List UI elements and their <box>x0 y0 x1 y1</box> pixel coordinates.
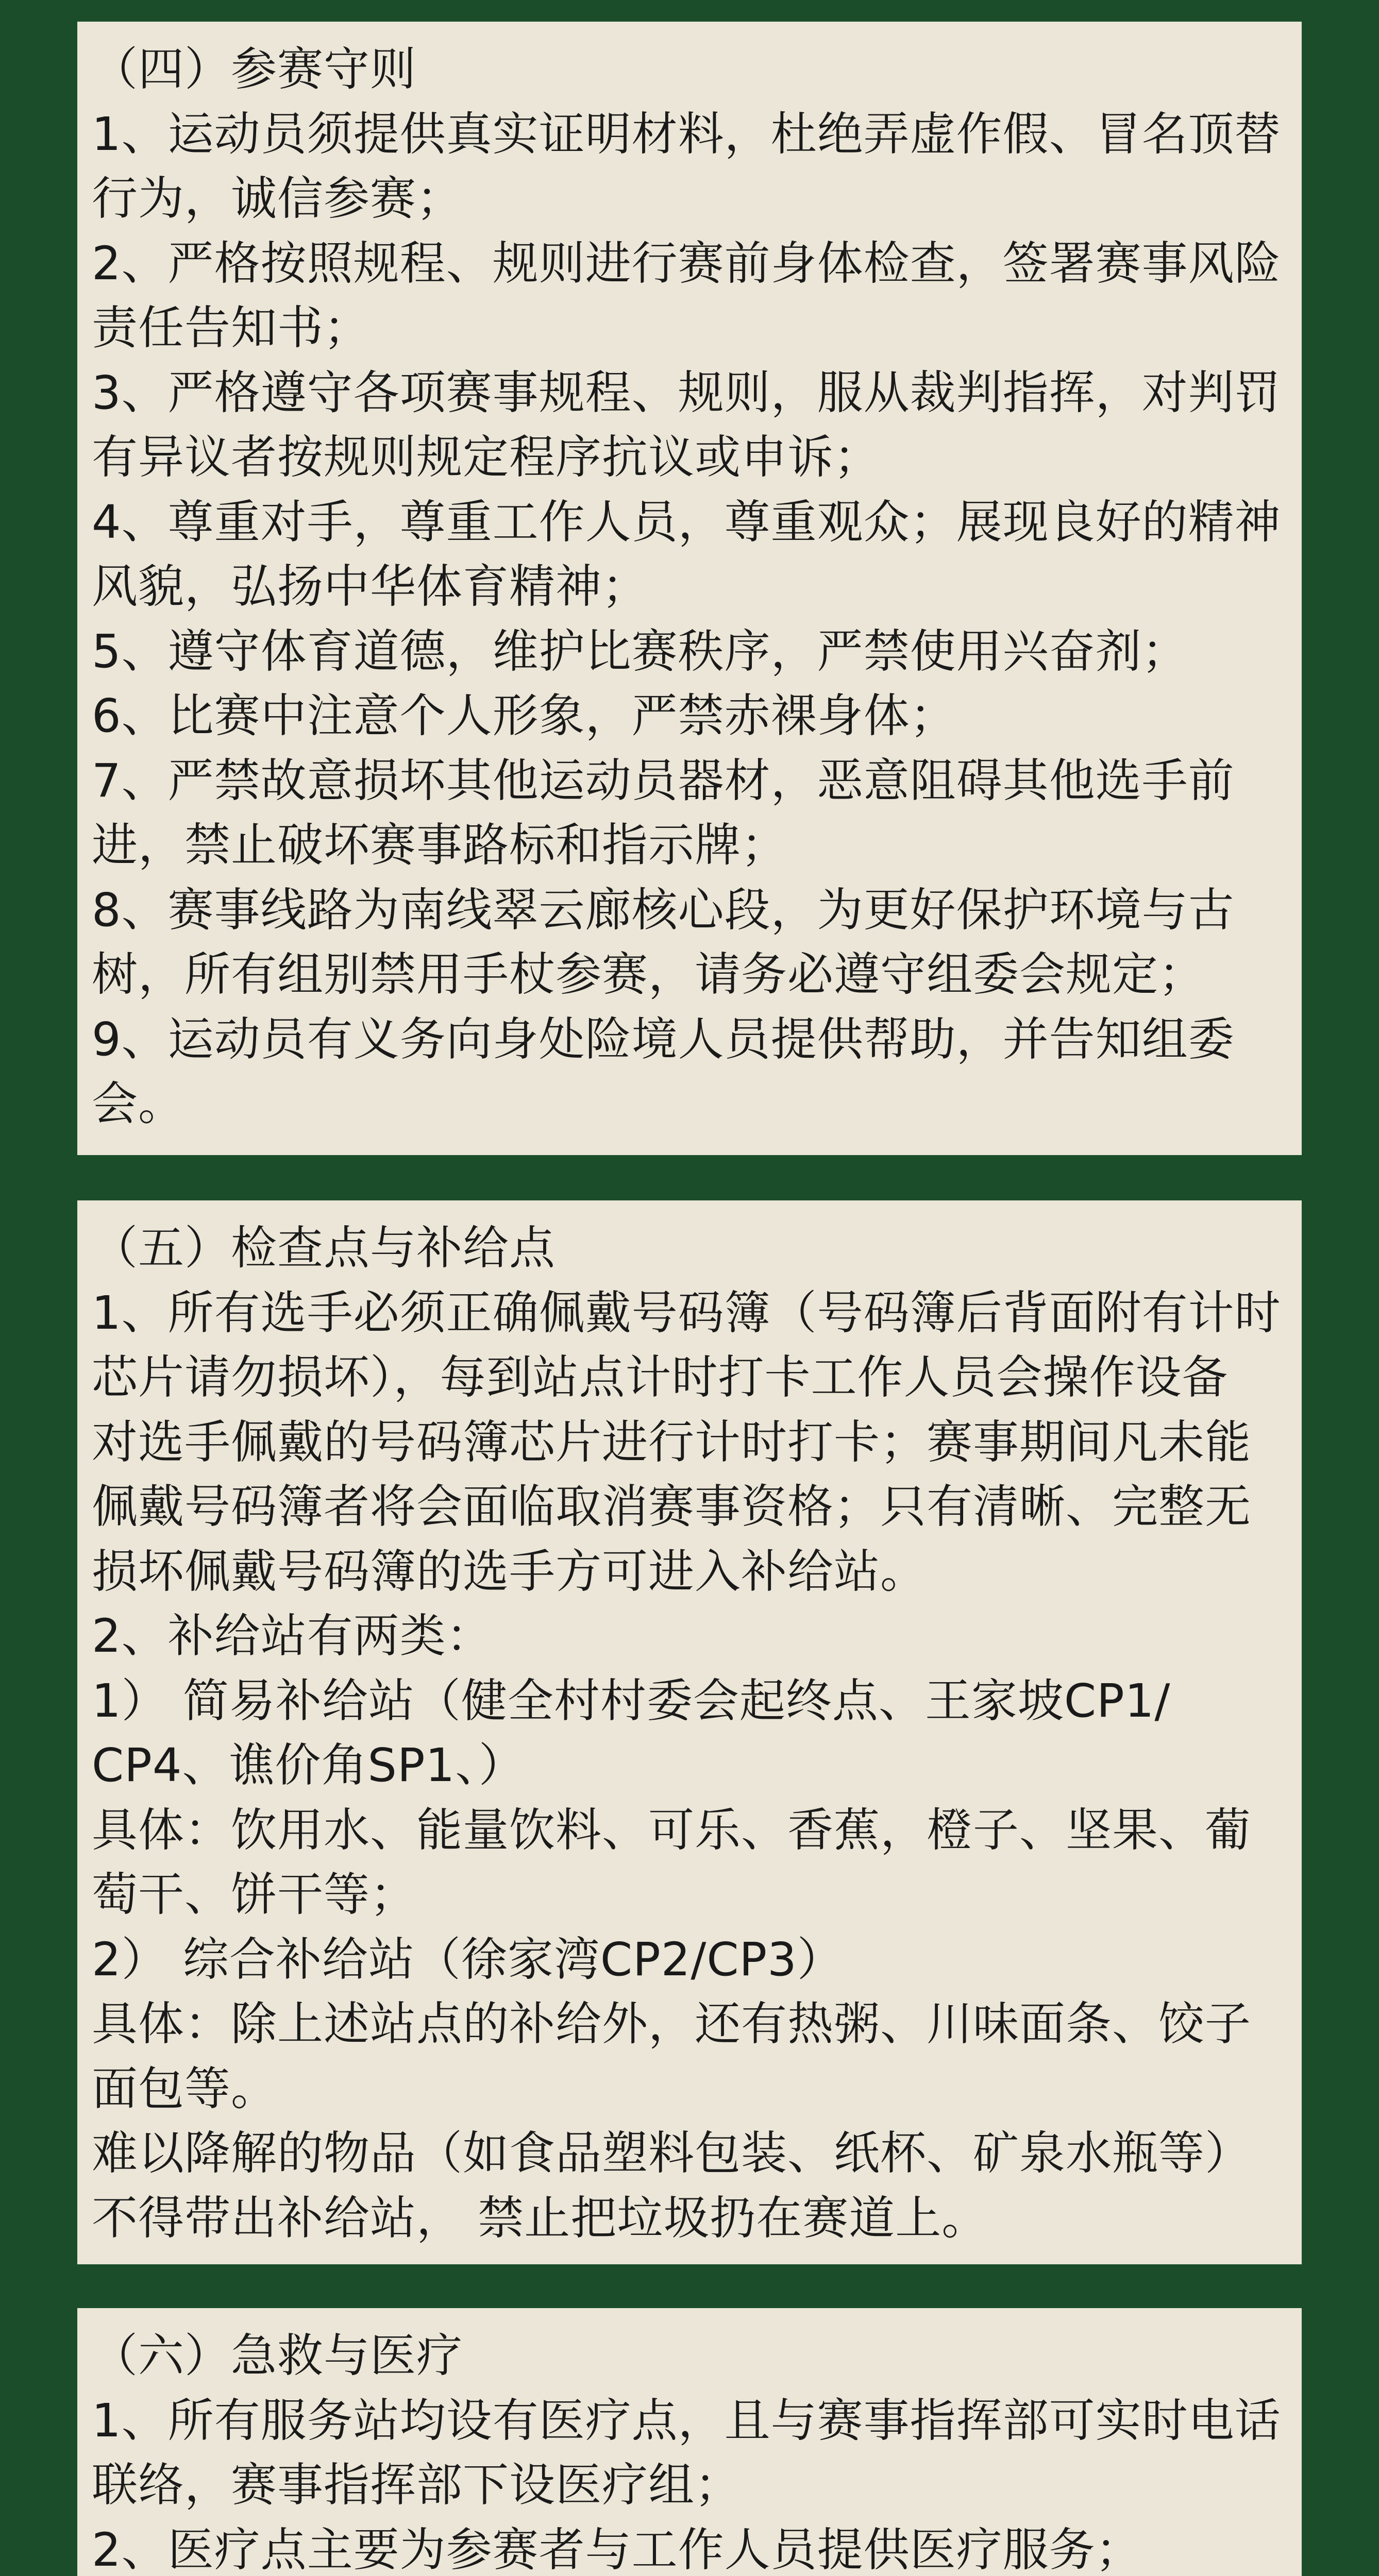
checkpoint-line: 萄干、饼干等； <box>92 1868 416 1921</box>
section-title: （四）参赛守则 <box>92 42 416 96</box>
section-rules <box>77 22 1302 1155</box>
rule-line: 6、比赛中注意个人形象，严禁赤裸身体； <box>92 689 956 742</box>
section-title: （五）检查点与补给点 <box>92 1221 556 1275</box>
rule-line: 责任告知书； <box>92 301 370 354</box>
checkpoint-line: 佩戴号码簿者将会面临取消赛事资格；只有清晰、完整无 <box>92 1480 1251 1533</box>
rule-line: 会。 <box>92 1077 184 1130</box>
checkpoint-line: 1） 简易补给站（健全村村委会起终点、王家坡CP1/ <box>92 1673 1171 1727</box>
checkpoint-line: 具体：饮用水、能量饮料、可乐、香蕉，橙子、坚果、葡 <box>92 1803 1251 1857</box>
rule-line: 2、严格按照规程、规则进行赛前身体检查，签署赛事风险 <box>92 236 1281 290</box>
checkpoint-line: 对选手佩戴的号码簿芯片进行计时打卡；赛事期间凡未能 <box>92 1415 1251 1469</box>
medical-line: 联络，赛事指挥部下设医疗组； <box>92 2458 741 2512</box>
checkpoint-line: 不得带出补给站， 禁止把垃圾扔在赛道上。 <box>92 2191 988 2245</box>
checkpoint-line: 1、所有选手必须正确佩戴号码簿（号码簿后背面附有计时 <box>92 1285 1281 1340</box>
rule-line: 树，所有组别禁用手杖参赛，请务必遵守组委会规定； <box>92 947 1205 1001</box>
rule-line: 3、严格遵守各项赛事规程、规则，服从裁判指挥，对判罚 <box>92 365 1281 419</box>
rule-line: 7、严禁故意损坏其他运动员器材，恶意阻碍其他选手前 <box>92 753 1235 807</box>
checkpoint-line: 难以降解的物品（如食品塑料包装、纸杯、矿泉水瓶等） <box>92 2126 1251 2180</box>
checkpoint-line: 面包等。 <box>92 2061 277 2115</box>
medical-line: 1、所有服务站均设有医疗点，且与赛事指挥部可实时电话 <box>92 2393 1281 2447</box>
rule-line: 有异议者按规则规定程序抗议或申诉； <box>92 430 880 484</box>
rule-line: 8、赛事线路为南线翠云廊核心段，为更好保护环境与古 <box>92 883 1235 937</box>
medical-line: 2、医疗点主要为参赛者与工作人员提供医疗服务； <box>92 2522 1142 2576</box>
section-medical <box>77 2308 1302 2576</box>
checkpoint-line: 损坏佩戴号码簿的选手方可进入补给站。 <box>92 1544 927 1598</box>
rule-line: 行为，诚信参赛； <box>92 172 463 225</box>
section-title: （六）急救与医疗 <box>92 2329 463 2382</box>
rule-line: 进，禁止破坏赛事路标和指示牌； <box>92 818 787 872</box>
checkpoint-line: 具体：除上述站点的补给外，还有热粥、川味面条、饺子 <box>92 1997 1251 2050</box>
rule-line: 5、遵守体育道德，维护比赛秩序，严禁使用兴奋剂； <box>92 624 1188 678</box>
rule-line: 9、运动员有义务向身处险境人员提供帮助，并告知组委 <box>92 1012 1235 1066</box>
rule-line: 1、运动员须提供真实证明材料，杜绝弄虚作假、冒名顶替 <box>92 107 1281 161</box>
checkpoint-line: 芯片请勿损坏），每到站点计时打卡工作人员会操作设备 <box>92 1350 1229 1404</box>
checkpoint-line: CP4、谯价角SP1、） <box>92 1738 525 1792</box>
rule-line: 4、尊重对手，尊重工作人员，尊重观众；展现良好的精神 <box>92 495 1281 549</box>
checkpoint-line: 2） 综合补给站（徐家湾CP2/CP3） <box>92 1932 844 1986</box>
checkpoint-line: 2、补给站有两类： <box>92 1609 493 1663</box>
section-checkpoints <box>77 1200 1302 2264</box>
rule-line: 风貌，弘扬中华体育精神； <box>92 560 648 613</box>
